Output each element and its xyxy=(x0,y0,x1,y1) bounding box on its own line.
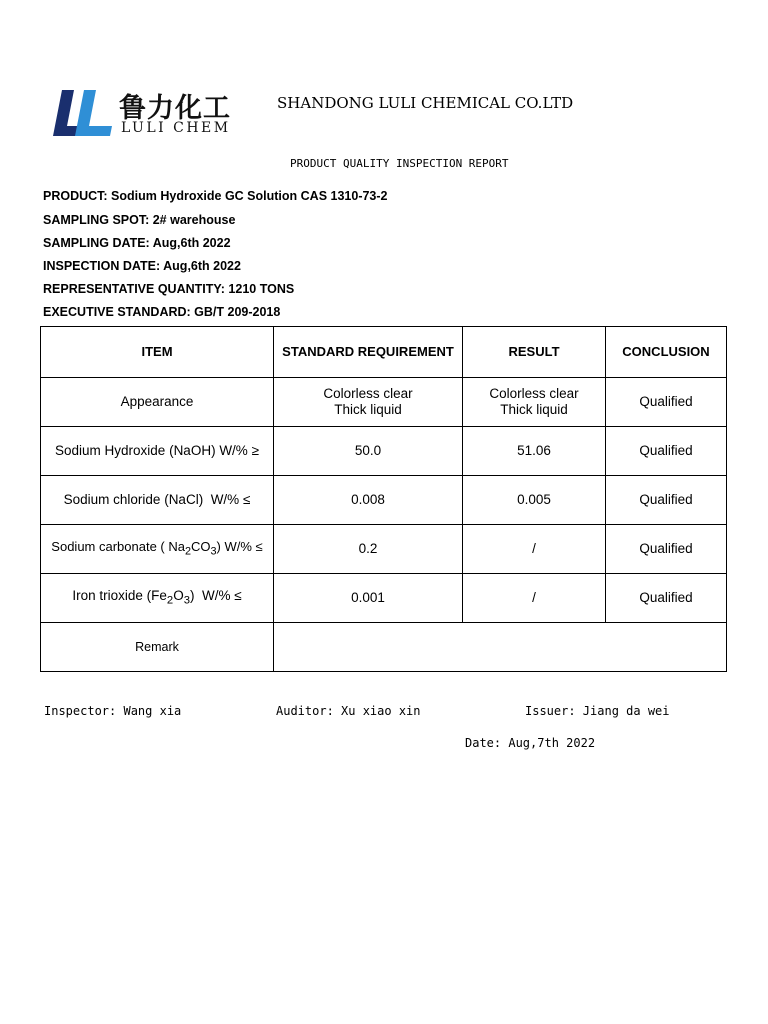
remark-value xyxy=(274,623,727,672)
result-line: Colorless clear xyxy=(489,386,579,401)
subscript: 2 xyxy=(184,545,192,558)
report-date: Date: Aug,7th 2022 xyxy=(465,736,596,750)
table-row xyxy=(41,427,727,476)
company-logo xyxy=(50,86,250,142)
conclusion-cell: Qualified xyxy=(606,427,727,476)
item-cell xyxy=(41,525,274,574)
report-title: PRODUCT QUALITY INSPECTION REPORT xyxy=(290,157,509,170)
standard-cell: 0.2 xyxy=(274,525,463,574)
standard-cell: 50.0 xyxy=(274,427,463,476)
issuer-signature: Issuer: Jiang da wei xyxy=(525,704,670,718)
subscript: 3 xyxy=(183,594,190,607)
standard-cell: 0.001 xyxy=(274,574,463,623)
remark-label: Remark xyxy=(41,623,274,672)
logo-english-text: LULI CHEM xyxy=(121,120,231,136)
auditor-signature: Auditor: Xu xiao xin xyxy=(276,704,421,718)
header-result: RESULT xyxy=(463,327,606,378)
logo-chinese-text: 鲁力化工 xyxy=(119,93,231,124)
conclusion-cell: Qualified xyxy=(606,525,727,574)
item-cell: Sodium chloride (NaCl) W/% ≤ xyxy=(41,476,274,525)
table-header-row xyxy=(41,327,727,378)
sampling-date-line: SAMPLING DATE: Aug,6th 2022 xyxy=(43,236,231,250)
item-cell: Appearance xyxy=(41,378,274,427)
item-text: ) W/% ≤ xyxy=(216,538,263,554)
logo-mark-icon xyxy=(50,88,112,138)
item-text: Sodium carbonate ( Na xyxy=(51,538,185,554)
item-cell xyxy=(41,574,274,623)
executive-standard-line: EXECUTIVE STANDARD: GB/T 209-2018 xyxy=(43,305,281,319)
company-name: SHANDONG LULI CHEMICAL CO.LTD xyxy=(277,94,574,112)
inspection-table xyxy=(40,326,727,672)
remark-row xyxy=(41,623,727,672)
standard-cell: 0.008 xyxy=(274,476,463,525)
item-text: CO xyxy=(191,538,211,554)
standard-line: Thick liquid xyxy=(334,402,402,417)
table-row xyxy=(41,476,727,525)
item-text: Iron trioxide (Fe xyxy=(72,587,167,603)
subscript: 2 xyxy=(166,594,174,607)
result-line: Thick liquid xyxy=(500,402,568,417)
subscript: 3 xyxy=(210,545,217,558)
header-conclusion: CONCLUSION xyxy=(606,327,727,378)
inspection-date-line: INSPECTION DATE: Aug,6th 2022 xyxy=(43,259,241,273)
quantity-line: REPRESENTATIVE QUANTITY: 1210 TONS xyxy=(43,282,295,296)
table-row xyxy=(41,525,727,574)
result-cell: 51.06 xyxy=(463,427,606,476)
standard-cell xyxy=(274,378,463,427)
table-row xyxy=(41,574,727,623)
conclusion-cell: Qualified xyxy=(606,378,727,427)
sampling-spot-line: SAMPLING SPOT: 2# warehouse xyxy=(43,213,236,227)
item-text: O xyxy=(173,587,184,603)
header-standard: STANDARD REQUIREMENT xyxy=(274,327,463,378)
product-line: PRODUCT: Sodium Hydroxide GC Solution CAS 1310-73-2 xyxy=(43,189,388,203)
item-cell: Sodium Hydroxide (NaOH) W/% ≥ xyxy=(41,427,274,476)
standard-line: Colorless clear xyxy=(323,386,413,401)
conclusion-cell: Qualified xyxy=(606,476,727,525)
table-row xyxy=(41,378,727,427)
result-cell: 0.005 xyxy=(463,476,606,525)
result-cell: / xyxy=(463,574,606,623)
inspector-signature: Inspector: Wang xia xyxy=(44,704,182,718)
header-item: ITEM xyxy=(41,327,274,378)
result-cell: / xyxy=(463,525,606,574)
result-cell xyxy=(463,378,606,427)
item-text: ) W/% ≤ xyxy=(189,587,242,603)
conclusion-cell: Qualified xyxy=(606,574,727,623)
